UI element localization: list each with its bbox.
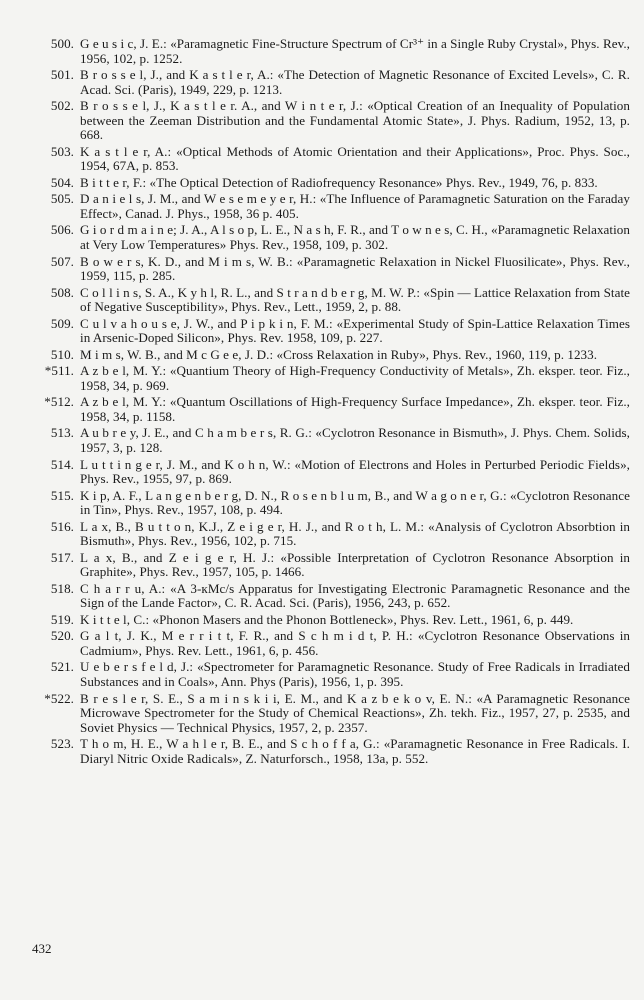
reference-item (30, 348, 630, 363)
reference-item (30, 364, 630, 393)
reference-item (30, 551, 630, 580)
reference-number: 515. (50, 487, 74, 503)
reference-item (30, 629, 630, 658)
reference-item (30, 692, 630, 736)
reference-item (30, 660, 630, 689)
reference-number: *522. (44, 690, 74, 706)
reference-text: B o w e r s, K. D., and M i m s, W. B.: «Paramagnetic Relaxation in Nickel Fluosilicate», Phys. Rev., 1959, 115, p. 285. (80, 253, 630, 284)
reference-item (30, 99, 630, 143)
reference-text: T h o m, H. E., W a h l e r, B. E., and S c h o f f a, G.: «Paramagnetic Resonance in Free Radicals. I. Diaryl Nitric Oxide Radicals», Z. Naturforsch., 1958, 13a, p. 552. (80, 736, 630, 766)
reference-number: 523. (50, 736, 74, 752)
reference-number: 513. (50, 425, 74, 441)
reference-number: 509. (50, 315, 74, 331)
reference-number: 504. (50, 174, 74, 190)
reference-text: C o l l i n s, S. A., K y h l, R. L., and S t r a n d b e r g, M. W. P.: «Spin — Lattice Relaxation from State of Negative Susceptibility», Phys. Rev., Lett., 1959, 2, p. 88. (80, 284, 630, 315)
reference-number: 516. (50, 518, 74, 534)
reference-item (30, 176, 630, 191)
reference-text: U e b e r s f e l d, J.: «Spectrometer for Paramagnetic Resonance. Study of Free Radicals in Irradiated Substances and in Coals», Ann. Phys (Paris), 1956, 1, p. 395. (80, 659, 630, 690)
reference-number: 521. (50, 659, 74, 675)
reference-item (30, 223, 630, 252)
reference-item (30, 458, 630, 487)
reference-number: 506. (50, 222, 74, 238)
reference-text: A z b e l, M. Y.: «Quantum Oscillations of High-Frequency Surface Impedance», Zh. eksper. teor. Fiz., 1958, 34, p. 1158. (80, 394, 630, 424)
reference-item (30, 145, 630, 174)
reference-item (30, 317, 630, 346)
reference-item (30, 520, 630, 549)
reference-item (30, 255, 630, 284)
page-number: 432 (32, 941, 52, 956)
reference-item (30, 737, 630, 766)
reference-item (30, 192, 630, 221)
reference-text: M i m s, W. B., and M c G e e, J. D.: «Cross Relaxation in Ruby», Phys. Rev., 1960, 119, p. 1233. (80, 346, 598, 362)
reference-number: 519. (50, 611, 74, 627)
reference-text: B r o s s e l, J., K a s t l e r. A., and W i n t e r, J.: «Optical Creation of an Inequality of Population between the Zeeman Distribution and the Fundamental Atomic State», J. Phys. Radium, 1952, 13, p. 668. (80, 98, 630, 143)
reference-text: G i o r d m a i n e; J. A., A l s o p, L. E., N a s h, F. R., and T o w n e s, C. H., «Paramagnetic Relaxation at Very Low Temperatures» Phys. Rev., 1958, 109, p. 302. (80, 222, 630, 253)
reference-number: 520. (50, 628, 74, 644)
reference-number: 517. (50, 549, 74, 565)
reference-item (30, 426, 630, 455)
reference-text: K a s t l e r, A.: «Optical Methods of Atomic Orientation and their Applications», Proc. Phys. Soc., 1954, 67A, p. 853. (80, 143, 630, 174)
reference-text: A u b r e y, J. E., and C h a m b e r s, R. G.: «Cyclotron Resonance in Bismuth», J. Phys. Chem. Solids, 1957, 3, p. 128. (80, 425, 630, 456)
reference-list (30, 37, 630, 768)
reference-item (30, 286, 630, 315)
reference-text: D a n i e l s, J. M., and W e s e m e y e r, H.: «The Influence of Paramagnetic Saturation on the Faraday Effect», Canad. J. Phys., 1958, 36 p. 405. (80, 191, 630, 221)
reference-item (30, 489, 630, 518)
reference-text: C h a r r u, A.: «A 3-кMc/s Apparatus for Investigating Electronic Paramagnetic Resonance and the Sign of the Lande Factor», C. R. Acad. Sci. (Paris), 1956, 243, p. 652. (80, 580, 630, 611)
reference-item (30, 613, 630, 628)
reference-number: 507. (50, 253, 74, 269)
reference-number: *511. (44, 363, 74, 379)
reference-number: 505. (50, 191, 74, 207)
reference-item (30, 68, 630, 97)
reference-text: K i p, A. F., L a n g e n b e r g, D. N., R o s e n b l u m, B., and W a g o n e r, G.: «Cyclotron Resonance in Tin», Phys. Rev., 1957, 108, p. 494. (80, 487, 630, 518)
reference-text: B r e s l e r, S. E., S a m i n s k i i, E. M., and K a z b e k o v, E. N.: «A Paramagnetic Resonance Microwave Spectrometer for the Study of Chemical Reactions», Zh. tekh. Fiz., 1957, 27, p. 2535, and Soviet Physics — Technical Physics, 1957, 2, p. 2357. (80, 690, 630, 735)
reference-number: *512. (44, 394, 74, 410)
reference-number: 501. (50, 67, 74, 83)
reference-text: G a l t, J. K., M e r r i t t, F. R., and S c h m i d t, P. H.: «Cyclotron Resonance Observations in Cadmium», Phys. Rev. Lett., 1961, 6, p. 456. (80, 628, 630, 658)
reference-text: K i t t e l, C.: «Phonon Masers and the Phonon Bottleneck», Phys. Rev. Lett., 1961, 6, p. 449. (80, 611, 574, 627)
reference-number: 503. (50, 143, 74, 159)
reference-text: B i t t e r, F.: «The Optical Detection of Radiofrequency Resonance» Phys. Rev., 1949, 76, p. 833. (80, 174, 598, 190)
reference-number: 508. (50, 284, 74, 300)
reference-text: B r o s s e l, J., and K a s t l e r, A.: «The Detection of Magnetic Resonance of Excited Levels», C. R. Acad. Sci. (Paris), 1949, 229, p. 1213. (80, 67, 630, 97)
reference-text: L a x, B., and Z e i g e r, H. J.: «Possible Interpretation of Cyclotron Resonance Absorption in Graphite», Phys. Rev., 1957, 105, p. 1466. (80, 549, 630, 580)
reference-text: L a x, B., B u t t o n, K.J., Z e i g e r, H. J., and R o t h, L. M.: «Analysis of Cyclotron Absorbtion in Bismuth», Phys. Rev., 1956, 102, p. 715. (80, 518, 630, 549)
reference-number: 518. (50, 580, 74, 596)
reference-item (30, 37, 630, 66)
reference-number: 514. (50, 456, 74, 472)
reference-text: G e u s i c, J. E.: «Paramagnetic Fine-Structure Spectrum of Cr³⁺ in a Single Ruby Crystal», Phys. Rev., 1956, 102, p. 1252. (80, 36, 630, 66)
reference-text: L u t t i n g e r, J. M., and K o h n, W.: «Motion of Electrons and Holes in Perturbed Periodic Fields», Phys. Rev., 1955, 97, p. 869. (80, 456, 630, 487)
reference-item (30, 582, 630, 611)
reference-number: 500. (50, 36, 74, 51)
reference-text: C u l v a h o u s e, J. W., and P i p k i n, F. M.: «Experimental Study of Spin-Lattice Relaxation Times in Arsenic-Doped Silicon», Phys. Rev. 1958, 109, p. 227. (80, 315, 630, 346)
reference-number: 502. (50, 98, 74, 114)
reference-number: 510. (50, 346, 74, 362)
reference-text: A z b e l, M. Y.: «Quantium Theory of High-Frequency Conductivity of Metals», Zh. eksper. teor. Fiz., 1958, 34, p. 969. (80, 363, 630, 393)
reference-item (30, 395, 630, 424)
